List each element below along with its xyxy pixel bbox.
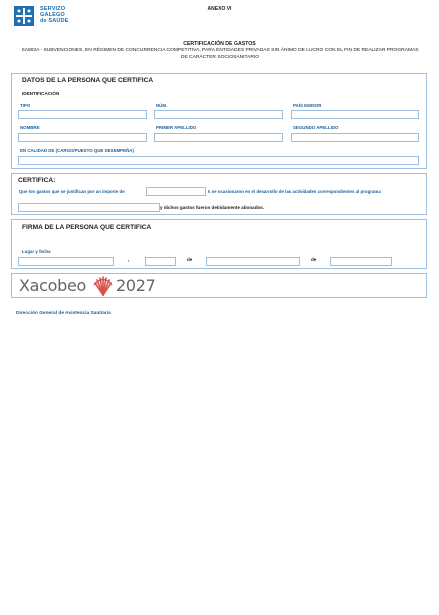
cargo-label: EN CALIDAD DE (CARGO/PUESTO QUE DESEMPEÑA) [20,148,134,153]
certifica-section [11,173,427,215]
cargo-field[interactable] [18,156,419,165]
de-separator-2: de [311,257,317,262]
programa-field[interactable] [18,203,160,212]
scallop-shell-icon [92,276,114,296]
xacobeo-wordmark: Xacobeo [19,276,87,295]
primer-apellido-field[interactable] [154,133,283,142]
dia-field[interactable] [145,257,176,266]
num-label: NÚM. [156,103,168,108]
document-subtitle: SA803A - SUBVENCIONES, EN RÉGIMEN DE CONCURRENCIA COMPETITIVA, PARA ENTIDADES PRIVADAS SIN ÁNIMO DE LUCRO CON EL FIN DE REALIZAR PROGRAMAS DE CARÁCTER SOCIOSANITARIO [21,48,419,60]
logo-line-2: GALEGO [40,12,65,19]
certifica-text-end: y dichos gastos fueron debidamente abonados. [160,205,265,210]
segundo-apellido-field[interactable] [291,133,419,142]
pais-emisor-label: PAÍS EMISOR [293,103,322,108]
de-separator-1: de [187,257,193,262]
certifica-text-after: € se ocasionaron en el desarrollo de las actividades correspondientes al programa [208,189,381,194]
nombre-label: NOMBRE [20,125,40,130]
tipo-label: TIPO [20,103,31,108]
identification-label: IDENTIFICACIÓN [22,91,60,96]
logo-line-1: SERVIZO [40,6,66,12]
document-title: CERTIFICACIÓN DE GASTOS [183,41,256,47]
person-data-section [11,73,427,169]
logo-line-3: de SAÚDE [40,18,69,25]
pais-emisor-field[interactable] [291,110,419,119]
footer-organization: Dirección General de Asistencia Sanitaria [16,311,111,316]
annex-label: ANEXO VI [207,6,232,12]
mes-field[interactable] [206,257,300,266]
section-title-certifica: CERTIFICA: [18,177,56,184]
lugar-fecha-label: Lugar y fecha [22,249,51,254]
ano-field[interactable] [330,257,392,266]
section-title-firma: FIRMA DE LA PERSONA QUE CERTIFICA [22,224,152,231]
segundo-apellido-label: SEGUNDO APELLIDO [293,125,339,130]
num-field[interactable] [154,110,283,119]
lugar-field[interactable] [18,257,114,266]
firma-section [11,219,427,269]
nombre-field[interactable] [18,133,147,142]
section-title-person: DATOS DE LA PERSONA QUE CERTIFICA [22,77,154,84]
importe-field[interactable] [146,187,206,196]
xacobeo-banner [11,273,427,298]
primer-apellido-label: PRIMER APELLIDO [156,125,197,130]
comma-separator: , [128,257,130,262]
tipo-field[interactable] [18,110,147,119]
xacobeo-year: 2027 [116,276,156,295]
certifica-text-before: Que los gastos que se justifican por un importe de [19,189,125,194]
